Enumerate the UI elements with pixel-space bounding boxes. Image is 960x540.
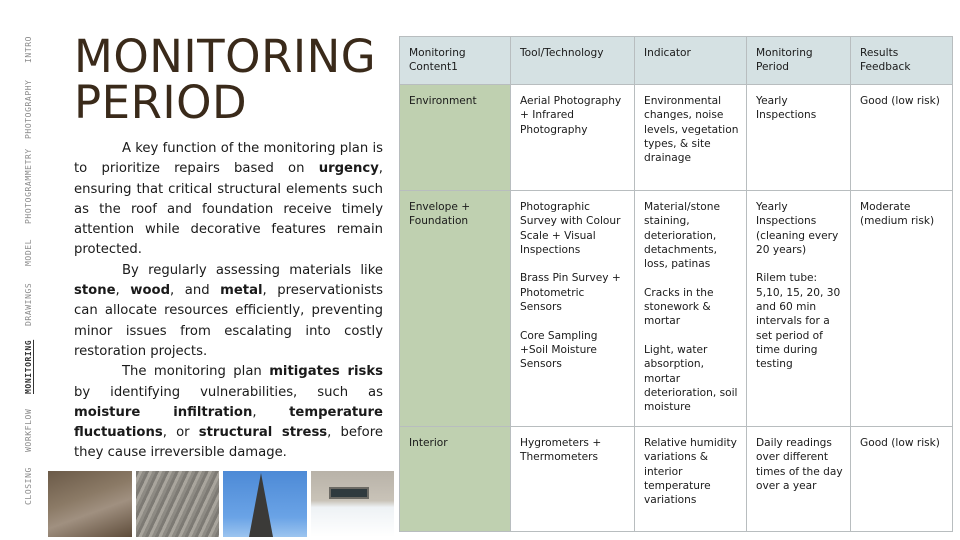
text-run: , ensuring that critical structural elements such as the roof and foundation receive timely attention while decorative features remain protected. [74,161,383,258]
cell-content: Envelope + Foundation [400,191,511,427]
photo-church-spire [223,471,307,537]
cell-spacer [520,314,628,328]
cell-feedback: Good (low risk) [851,427,953,532]
table-row [400,191,953,427]
cell-text: Aerial Photography + Infrared Photography [520,95,622,136]
text-run: , or [162,425,199,441]
text-run: , before they cause irreversible damage. [74,425,383,461]
cell-text: Light, water absorption, mortar deterioration, soil moisture [644,343,738,414]
text-run: A key function of the monitoring plan is to prioritize repairs based on [74,141,383,177]
cell-text: Daily readings over different times of the day over a year [756,437,843,492]
cell-spacer [520,257,628,271]
cell-tool [511,85,635,191]
photo-stone-carving [48,471,132,537]
cell-spacer [644,329,740,343]
cell-indicator [635,191,747,427]
cell-text: Photographic Survey with Colour Scale + Visual Inspections [520,201,621,256]
text-run: , [252,404,290,420]
table-row [400,427,953,532]
header-tool: Tool/Technology [511,37,635,85]
nav-item-drawings[interactable]: DRAWINGS [24,282,33,326]
cell-spacer [644,271,740,285]
text-run: by identifying vulnerabilities, such as [74,384,383,400]
cell-feedback: Moderate (medium risk) [851,191,953,427]
photo-strip [48,471,394,537]
cell-period [747,427,851,532]
cell-tool [511,427,635,532]
text-run: The monitoring plan [122,364,270,380]
cell-period [747,191,851,427]
header-period: Monitoring Period [747,37,851,85]
emphasis-moisture: moisture infiltration [74,404,253,420]
cell-content: Interior [400,427,511,532]
page-title [74,30,394,129]
cell-text: Brass Pin Survey + Photometric Sensors [520,272,621,314]
cell-text: Environmental changes, noise levels, vegetation types, & site drainage [644,95,739,165]
header-content: Monitoring Content1 [400,37,511,85]
cell-content: Environment [400,85,511,191]
emphasis-stone: stone [74,283,116,299]
paragraph-materials [74,261,383,362]
monitoring-table [399,36,952,532]
table-row [400,85,953,191]
photo-snowy-window [311,471,395,537]
page-title-line2: PERIOD [74,76,248,129]
cell-text: Rilem tube: 5,10, 15, 20, 30 and 60 min intervals for a set period of time during testing [756,272,841,371]
nav-item-workflow[interactable]: WORKFLOW [24,408,33,452]
emphasis-temperature: temperature fluctuations [74,404,383,441]
cell-text: Relative humidity variations & interior temperature variations [644,437,737,507]
nav-item-intro[interactable]: INTRO [24,35,33,63]
cell-feedback: Good (low risk) [851,85,953,191]
body-text [74,139,383,464]
nav-item-model[interactable]: MODEL [24,238,33,266]
nav-item-monitoring[interactable]: MONITORING [24,339,33,395]
cell-text: Hygrometers + Thermometers [520,437,602,464]
cell-tool [511,191,635,427]
section-nav [20,30,38,510]
cell-text: Material/stone staining, deterioration, detachments, loss, patinas [644,201,720,271]
cell-spacer [756,257,844,271]
spire-shape [249,473,273,537]
emphasis-metal: metal [220,283,263,299]
cell-indicator [635,427,747,532]
paragraph-urgency [74,139,383,261]
cell-period [747,85,851,191]
cell-indicator [635,85,747,191]
page-title-line1: MONITORING [74,30,377,83]
emphasis-wood: wood [130,283,171,299]
text-run: By regularly assessing materials like [122,262,383,278]
cell-text: Core Sampling +Soil Moisture Sensors [520,329,598,371]
cell-text: Cracks in the stonework & mortar [644,286,714,328]
photo-stone-wall [136,471,220,537]
emphasis-urgency: urgency [318,161,379,177]
cell-text: Yearly Inspections (cleaning every 20 years) [756,201,839,256]
table-header-row [400,37,953,85]
text-run: , preservationists can allocate resources efficiently, preventing minor issues from escalating into costly restoration projects. [74,283,383,359]
emphasis-mitigates-risks: mitigates risks [269,364,383,380]
nav-item-photography[interactable]: PHOTOGRAPHY [24,79,33,139]
text-run: , and [170,283,221,299]
text-run: , [115,283,131,299]
cell-text: Yearly Inspections [756,95,817,122]
header-feedback: Results Feedback [851,37,953,85]
nav-item-closing[interactable]: CLOSING [24,467,33,505]
header-indicator: Indicator [635,37,747,85]
paragraph-risks [74,362,383,463]
emphasis-structural-stress: structural stress [198,425,328,441]
window-shape [329,487,369,499]
nav-item-photogrammetry[interactable]: PHOTOGRAMMETRY [24,148,33,224]
